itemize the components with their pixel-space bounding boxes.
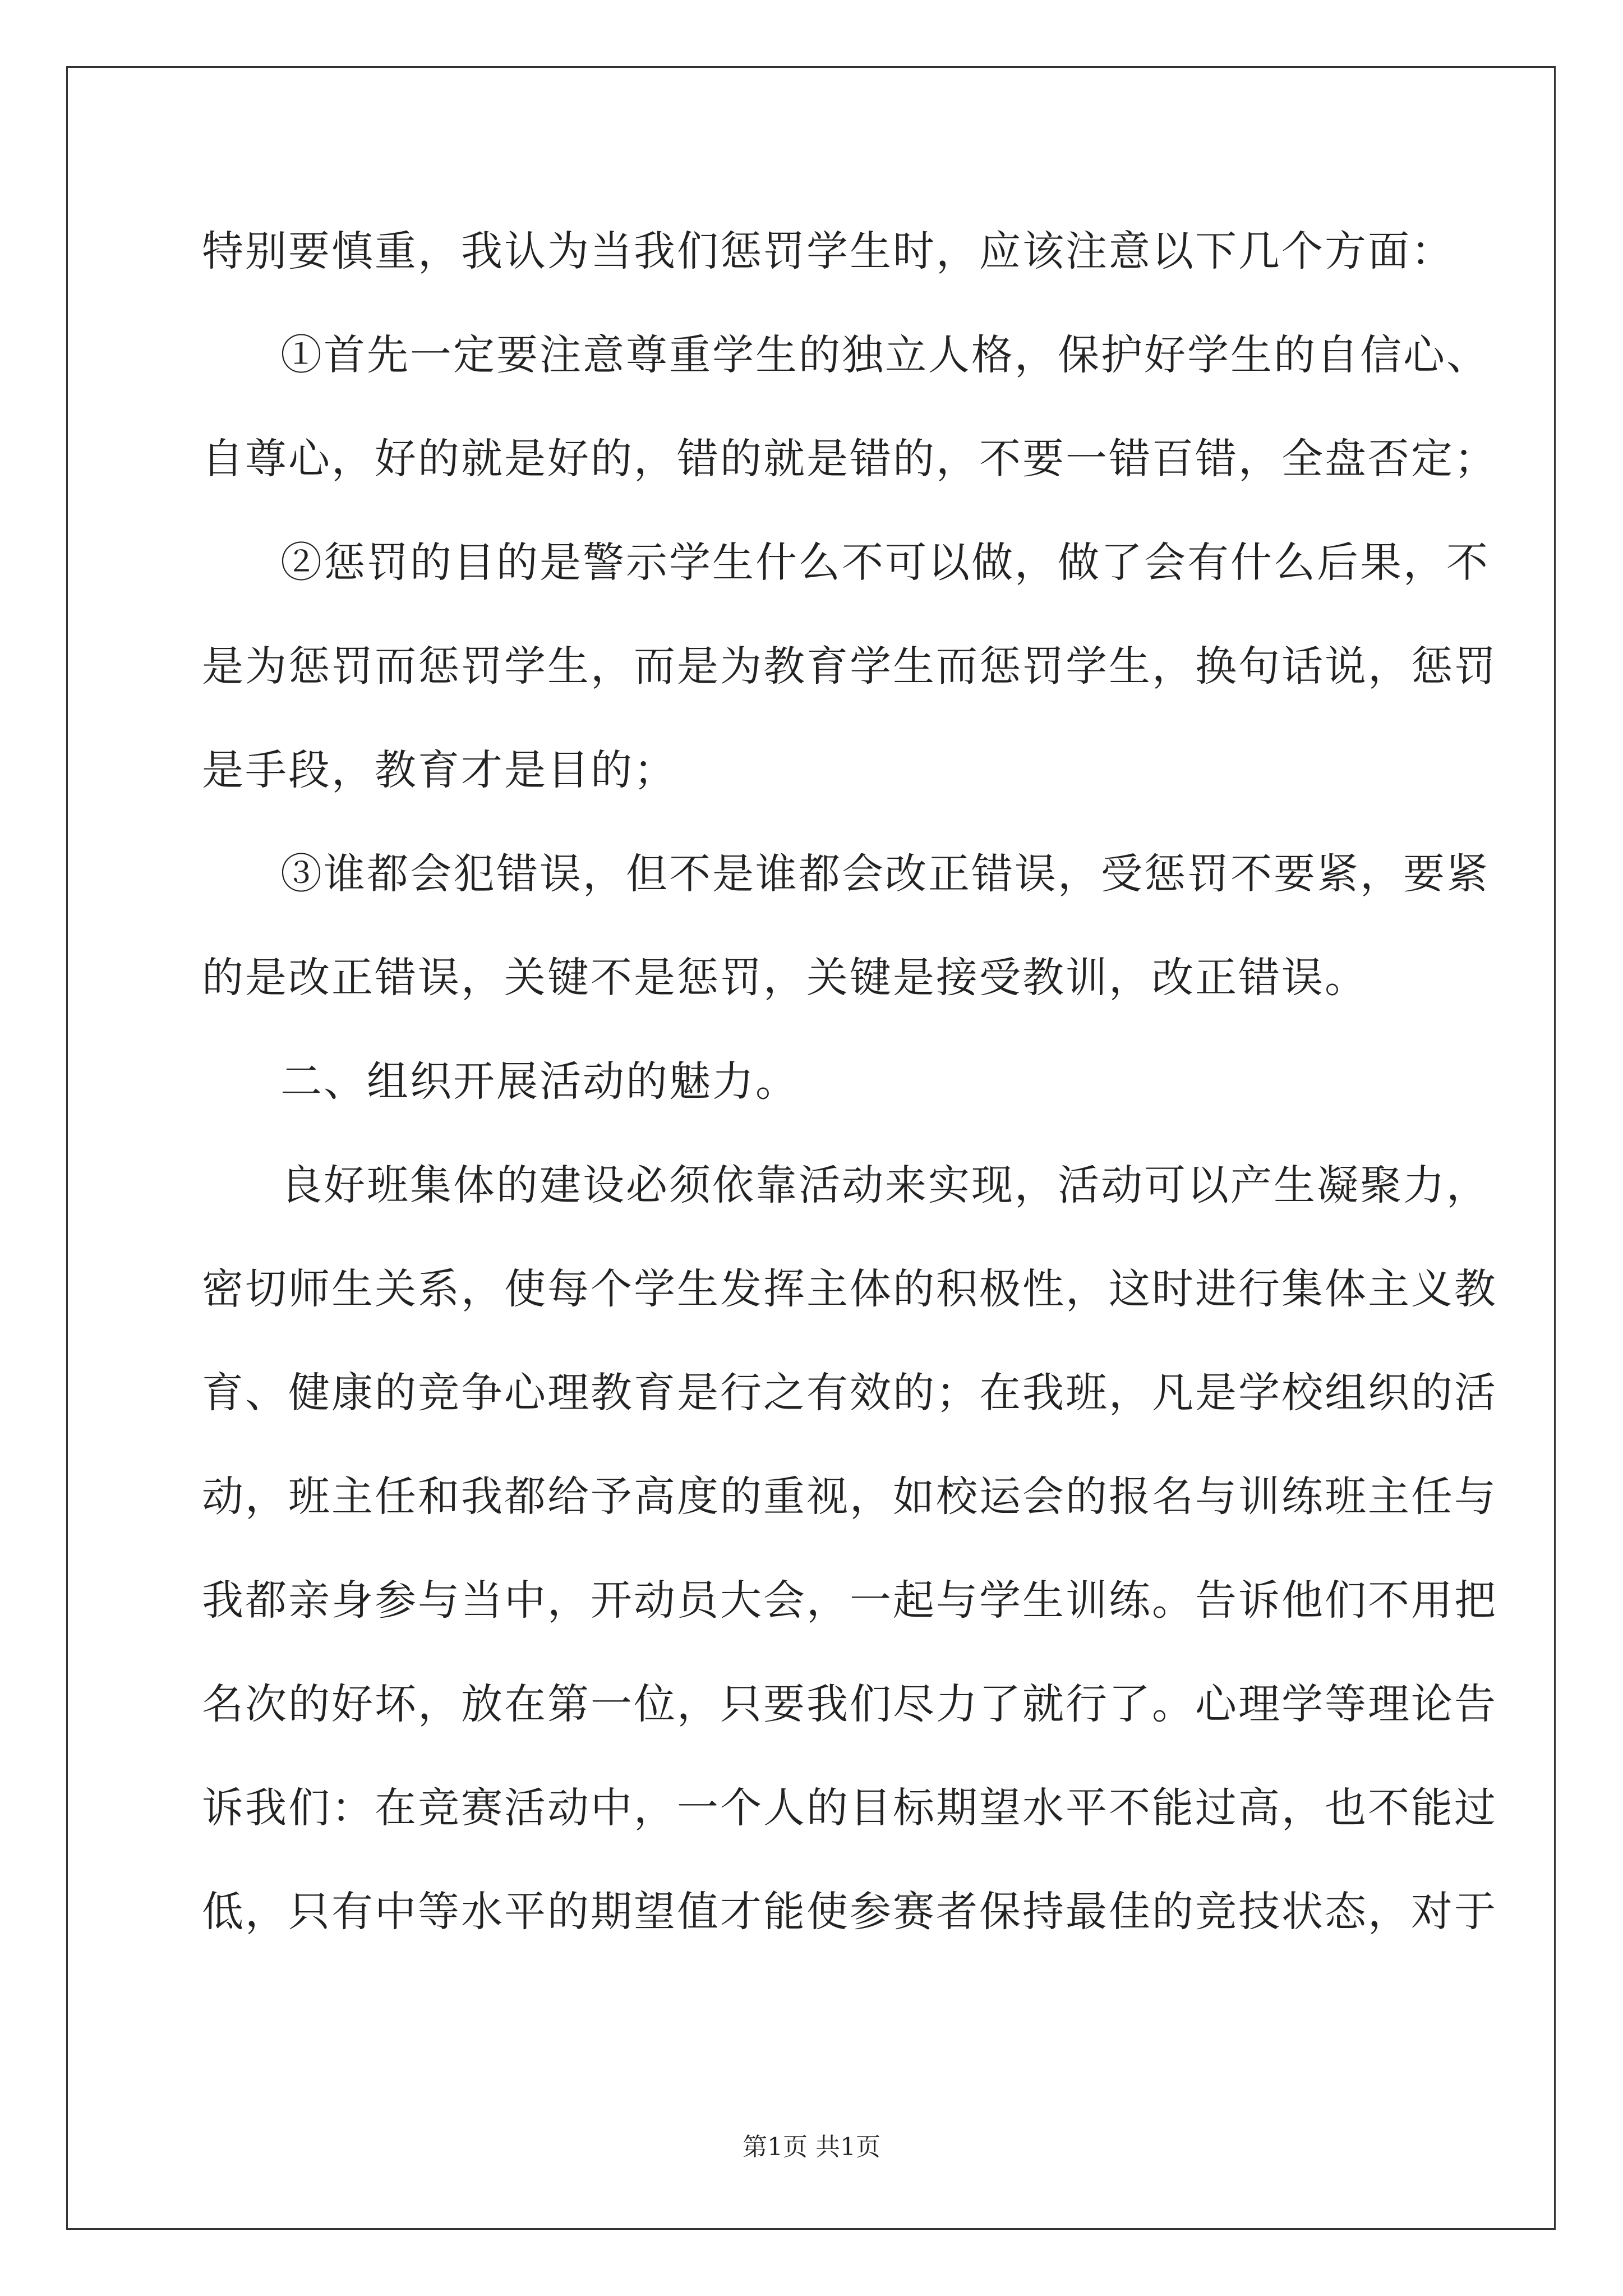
text-line: 名次的好坏，放在第一位，只要我们尽力了就行了。心理学等理论告 (202, 1680, 1497, 1728)
text-line: 育、健康的竞争心理教育是行之有效的；在我班，凡是学校组织的活 (202, 1369, 1497, 1417)
text-line: ③谁都会犯错误，但不是谁都会改正错误，受惩罚不要紧，要紧 (280, 850, 1490, 898)
text-line: 的是改正错误，关键不是惩罚，关键是接受教训，改正错误。 (202, 954, 1368, 1002)
text-line: 自尊心，好的就是好的，错的就是错的，不要一错百错，全盘否定； (202, 435, 1497, 483)
text-line: 密切师生关系，使每个学生发挥主体的积极性，这时进行集体主义教 (202, 1265, 1497, 1313)
text-line: 是手段，教育才是目的； (202, 746, 677, 794)
text-line: ②惩罚的目的是警示学生什么不可以做，做了会有什么后果，不 (280, 539, 1490, 587)
text-line: 诉我们：在竞赛活动中，一个人的目标期望水平不能过高，也不能过 (202, 1784, 1497, 1832)
page-number-footer: 第1页 共1页 (743, 2133, 880, 2161)
text-line: 我都亲身参与当中，开动员大会，一起与学生训练。告诉他们不用把 (202, 1576, 1497, 1625)
text-line: 是为惩罚而惩罚学生，而是为教育学生而惩罚学生，换句话说，惩罚 (202, 642, 1497, 691)
text-line: 特别要慎重，我认为当我们惩罚学生时，应该注意以下几个方面： (202, 227, 1454, 275)
text-line: ①首先一定要注意尊重学生的独立人格，保护好学生的自信心、 (280, 331, 1490, 379)
text-line: 良好班集体的建设必须依靠活动来实现，活动可以产生凝聚力， (280, 1161, 1490, 1209)
text-line: 低，只有中等水平的期望值才能使参赛者保持最佳的竞技状态，对于 (202, 1888, 1497, 1936)
text-line: 动，班主任和我都给予高度的重视，如校运会的报名与训练班主任与 (202, 1473, 1497, 1521)
section-heading: 二、组织开展活动的魅力。 (280, 1057, 799, 1106)
